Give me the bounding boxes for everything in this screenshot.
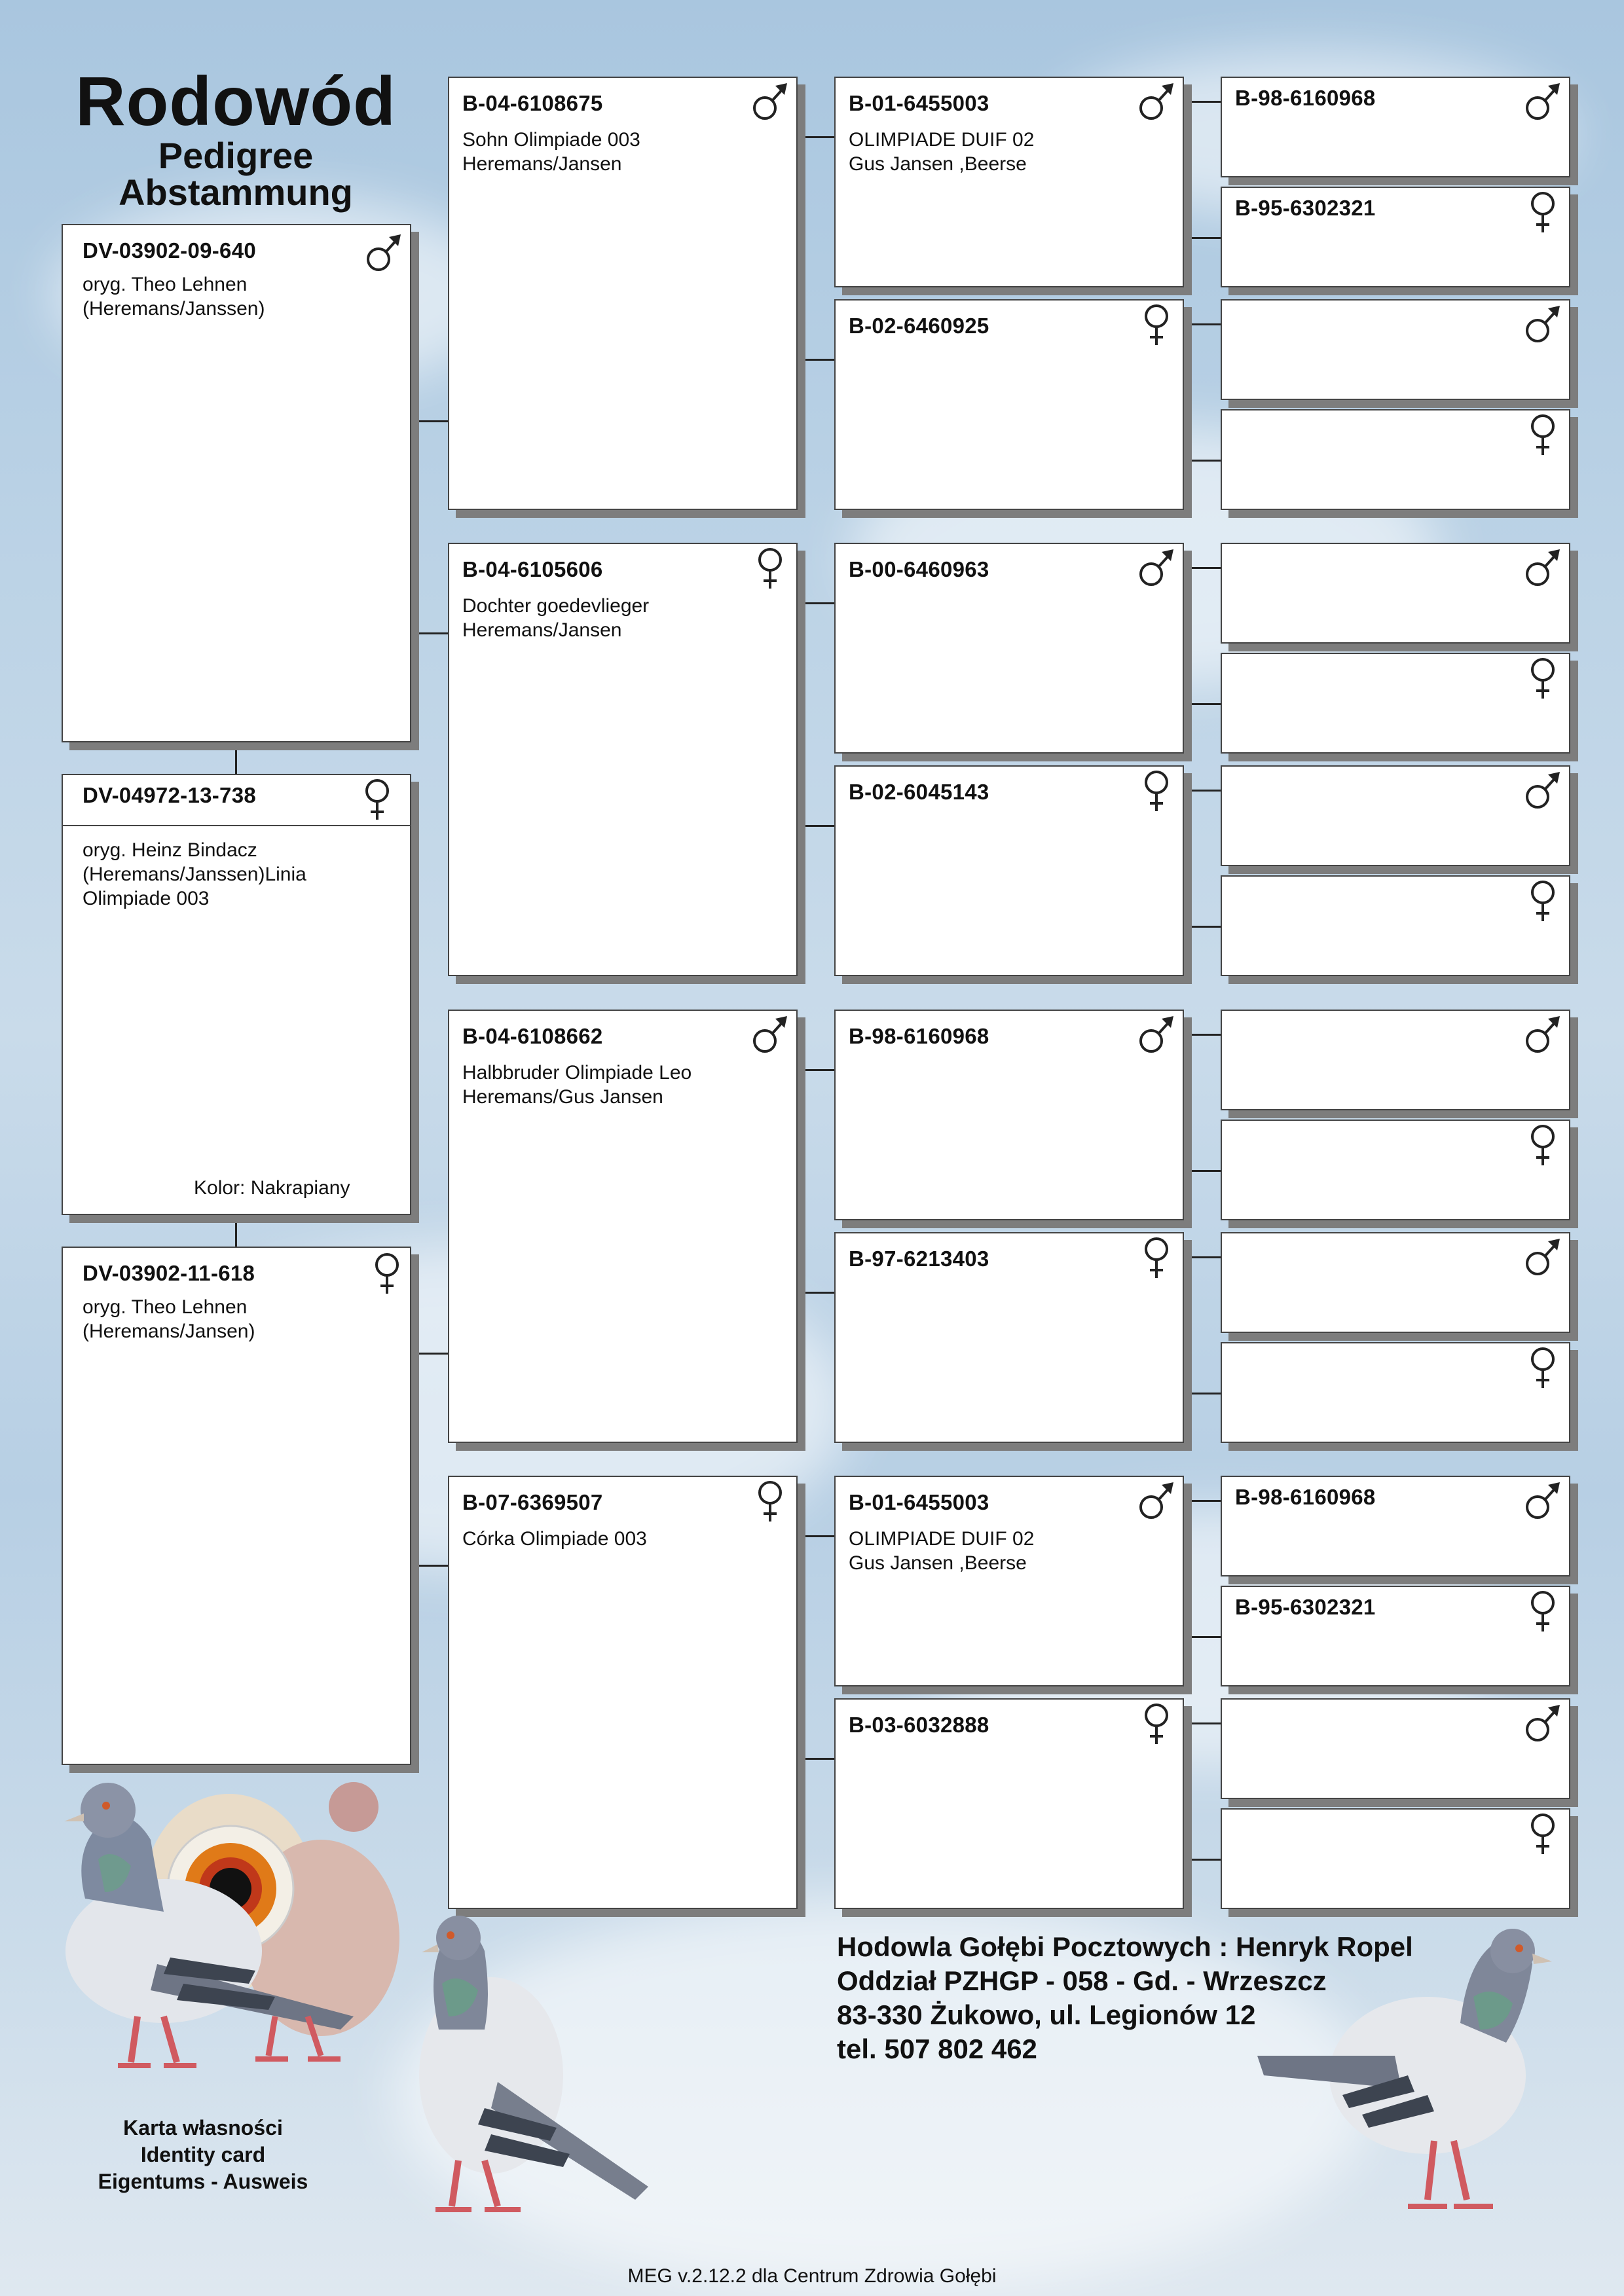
connector-line <box>1184 567 1186 703</box>
connector-line <box>1184 1256 1221 1258</box>
connector-line <box>411 420 448 422</box>
male-symbol-icon <box>1523 545 1562 591</box>
great-grandparent-card[interactable] <box>834 1476 1184 1686</box>
great-grandparent-ring-number: B-97-6213403 <box>849 1247 989 1271</box>
connector-line <box>1184 101 1186 237</box>
pigeon-header-divider <box>63 825 410 826</box>
female-symbol-icon <box>1523 1588 1562 1634</box>
father-ring-number: DV-03902-09-640 <box>83 238 257 263</box>
connector-line <box>1184 1859 1221 1861</box>
grandparent-ring-number: B-04-6108662 <box>462 1024 603 1048</box>
male-symbol-icon <box>1137 1478 1176 1524</box>
female-symbol-icon <box>367 1250 407 1296</box>
male-symbol-icon <box>1137 79 1176 125</box>
female-symbol-icon <box>1523 412 1562 458</box>
title-pedigree: Pedigree <box>158 135 314 176</box>
great-great-grandparent-card[interactable] <box>1221 543 1570 644</box>
software-footer: MEG v.2.12.2 dla Centrum Zdrowia Gołębi <box>627 2265 997 2287</box>
great-great-grandparent-card[interactable] <box>1221 1476 1570 1576</box>
connector-line <box>1184 1722 1221 1724</box>
great-grandparent-card[interactable] <box>834 1010 1184 1220</box>
female-symbol-icon <box>1523 1345 1562 1391</box>
father-description: oryg. Theo Lehnen (Heremans/Janssen) <box>83 274 265 319</box>
breeder-phone: tel. 507 802 462 <box>837 2033 1037 2064</box>
great-grandparent-card[interactable] <box>834 543 1184 754</box>
great-great-grandparent-card[interactable] <box>1221 77 1570 177</box>
connector-line <box>798 1069 800 1292</box>
grandparent-description: Sohn Olimpiade 003 Heremans/Jansen <box>462 129 640 175</box>
great-grandparent-card[interactable] <box>834 1698 1184 1909</box>
male-symbol-icon <box>1523 1235 1562 1281</box>
pigeon-description: oryg. Heinz Bindacz (Heremans/Janssen)Linia Olimpiade 003 <box>83 839 306 909</box>
male-symbol-icon <box>1137 1012 1176 1058</box>
mother-ring-number: DV-03902-11-618 <box>83 1261 255 1285</box>
pigeon-color: Kolor: Nakrapiany <box>194 1177 350 1199</box>
connector-line <box>1184 1500 1186 1636</box>
breeder-address: 83-330 Żukowo, ul. Legionów 12 <box>837 1999 1256 2030</box>
great-great-grandparent-card[interactable] <box>1221 1010 1570 1110</box>
male-symbol-icon <box>750 79 790 125</box>
great-great-grandparent-card[interactable] <box>1221 1342 1570 1443</box>
great-grandparent-ring-number: B-02-6460925 <box>849 314 989 338</box>
great-great-grandparent-card[interactable] <box>1221 187 1570 287</box>
great-grandparent-ring-number: B-03-6032888 <box>849 1713 989 1737</box>
title-main: Rodowód <box>75 63 396 140</box>
great-grandparent-ring-number: B-98-6160968 <box>849 1024 989 1048</box>
female-symbol-icon <box>358 776 397 822</box>
father-card[interactable] <box>62 224 411 742</box>
grandparent-ring-number: B-04-6105606 <box>462 557 603 581</box>
female-symbol-icon <box>1523 1811 1562 1857</box>
grandparent-description: Córka Olimpiade 003 <box>462 1528 647 1550</box>
male-symbol-icon <box>1523 79 1562 125</box>
great-grandparent-description: OLIMPIADE DUIF 02 Gus Jansen ,Beerse <box>849 1528 1035 1574</box>
connector-line <box>1184 1256 1186 1393</box>
great-great-grandparent-card[interactable] <box>1221 1232 1570 1333</box>
great-great-grandparent-card[interactable] <box>1221 299 1570 400</box>
connector-line <box>1184 926 1221 928</box>
pigeon-standing-illustration <box>386 1912 661 2226</box>
male-symbol-icon <box>1523 1012 1562 1058</box>
great-grandparent-description: OLIMPIADE DUIF 02 Gus Jansen ,Beerse <box>849 129 1035 175</box>
connector-line <box>798 602 800 825</box>
connector-line <box>1184 790 1186 926</box>
female-symbol-icon <box>1523 878 1562 924</box>
great-grandparent-card[interactable] <box>834 299 1184 510</box>
page-title <box>59 65 413 211</box>
connector-line <box>1184 1393 1221 1394</box>
great-grandparent-ring-number: B-02-6045143 <box>849 780 989 804</box>
mother-card[interactable] <box>62 1247 411 1765</box>
female-symbol-icon <box>1523 189 1562 235</box>
great-grandparent-card[interactable] <box>834 765 1184 976</box>
connector-line <box>1184 1722 1186 1859</box>
male-symbol-icon <box>1523 768 1562 814</box>
card-line-pl: Karta własności <box>123 2116 283 2140</box>
great-great-grandparent-card[interactable] <box>1221 653 1570 754</box>
connector-line <box>411 1353 448 1355</box>
female-symbol-icon <box>1137 1235 1176 1281</box>
connector-line <box>235 742 237 774</box>
great-great-grandparent-card[interactable] <box>1221 875 1570 976</box>
great-great-grandparent-card[interactable] <box>1221 1586 1570 1686</box>
connector-line <box>1184 1636 1221 1638</box>
great-grandparent-ring-number: B-00-6460963 <box>849 557 989 581</box>
male-symbol-icon <box>1523 302 1562 348</box>
great-great-grandparent-ring-number: B-95-6302321 <box>1235 196 1376 220</box>
female-symbol-icon <box>1523 655 1562 701</box>
female-symbol-icon <box>1137 768 1176 814</box>
connector-line <box>411 632 448 634</box>
grandparent-ring-number: B-04-6108675 <box>462 91 603 115</box>
female-symbol-icon <box>1137 1701 1176 1747</box>
grandparent-card[interactable] <box>448 1010 798 1443</box>
connector-line <box>798 825 834 827</box>
male-symbol-icon <box>1523 1478 1562 1524</box>
connector-line <box>235 1215 237 1247</box>
connector-line <box>798 1535 834 1537</box>
great-great-grandparent-ring-number: B-98-6160968 <box>1235 1485 1376 1509</box>
breeder-info <box>837 1930 1413 2066</box>
connector-line <box>411 1565 448 1567</box>
connector-line <box>798 136 800 359</box>
connector-line <box>1184 790 1221 792</box>
connector-line <box>1184 237 1221 239</box>
connector-line <box>1184 1170 1221 1172</box>
title-abstammung: Abstammung <box>119 172 353 213</box>
great-grandparent-card[interactable] <box>834 77 1184 287</box>
female-symbol-icon <box>750 545 790 591</box>
card-line-en: Identity card <box>140 2143 266 2166</box>
pigeon-ring-number: DV-04972-13-738 <box>83 783 257 807</box>
great-great-grandparent-card[interactable] <box>1221 1808 1570 1909</box>
connector-line <box>1184 323 1221 325</box>
female-symbol-icon <box>1137 302 1176 348</box>
male-symbol-icon <box>750 1012 790 1058</box>
connector-line <box>1184 567 1221 569</box>
great-great-grandparent-card[interactable] <box>1221 765 1570 866</box>
connector-line <box>798 1535 800 1758</box>
pigeon-card[interactable] <box>62 774 411 1215</box>
great-great-grandparent-card[interactable] <box>1221 1120 1570 1220</box>
grandparent-description: Dochter goedevlieger Heremans/Jansen <box>462 595 650 641</box>
female-symbol-icon <box>1523 1122 1562 1168</box>
great-grandparent-ring-number: B-01-6455003 <box>849 1490 989 1514</box>
connector-line <box>1184 323 1186 460</box>
identity-card-caption <box>65 2115 341 2195</box>
connector-line <box>1184 1034 1221 1036</box>
male-symbol-icon <box>1523 1701 1562 1747</box>
connector-line <box>798 602 834 604</box>
connector-line <box>798 136 834 138</box>
great-grandparent-ring-number: B-01-6455003 <box>849 91 989 115</box>
grandparent-card[interactable] <box>448 77 798 510</box>
great-great-grandparent-card[interactable] <box>1221 1698 1570 1799</box>
pigeon-group-illustration <box>59 1768 426 2095</box>
great-great-grandparent-ring-number: B-95-6302321 <box>1235 1595 1376 1619</box>
female-symbol-icon <box>750 1478 790 1524</box>
card-line-de: Eigentums - Ausweis <box>98 2170 308 2193</box>
great-great-grandparent-ring-number: B-98-6160968 <box>1235 86 1376 110</box>
connector-line <box>798 1069 834 1071</box>
connector-line <box>798 1292 834 1294</box>
great-great-grandparent-card[interactable] <box>1221 409 1570 510</box>
grandparent-description: Halbbruder Olimpiade Leo Heremans/Gus Jansen <box>462 1062 692 1108</box>
grandparent-card[interactable] <box>448 1476 798 1909</box>
grandparent-ring-number: B-07-6369507 <box>462 1490 603 1514</box>
breeder-branch: Oddział PZHGP - 058 - Gd. - Wrzeszcz <box>837 1965 1327 1996</box>
male-symbol-icon <box>1137 545 1176 591</box>
male-symbol-icon <box>364 230 403 276</box>
connector-line <box>1184 460 1221 462</box>
great-grandparent-card[interactable] <box>834 1232 1184 1443</box>
connector-line <box>798 359 834 361</box>
connector-line <box>1184 1500 1221 1502</box>
connector-line <box>1184 703 1221 705</box>
breeder-name: Hodowla Gołębi Pocztowych : Henryk Ropel <box>837 1931 1413 1962</box>
connector-line <box>1184 1034 1186 1170</box>
grandparent-card[interactable] <box>448 543 798 976</box>
connector-line <box>1184 101 1221 103</box>
connector-line <box>798 1758 834 1760</box>
mother-description: oryg. Theo Lehnen (Heremans/Jansen) <box>83 1296 255 1342</box>
